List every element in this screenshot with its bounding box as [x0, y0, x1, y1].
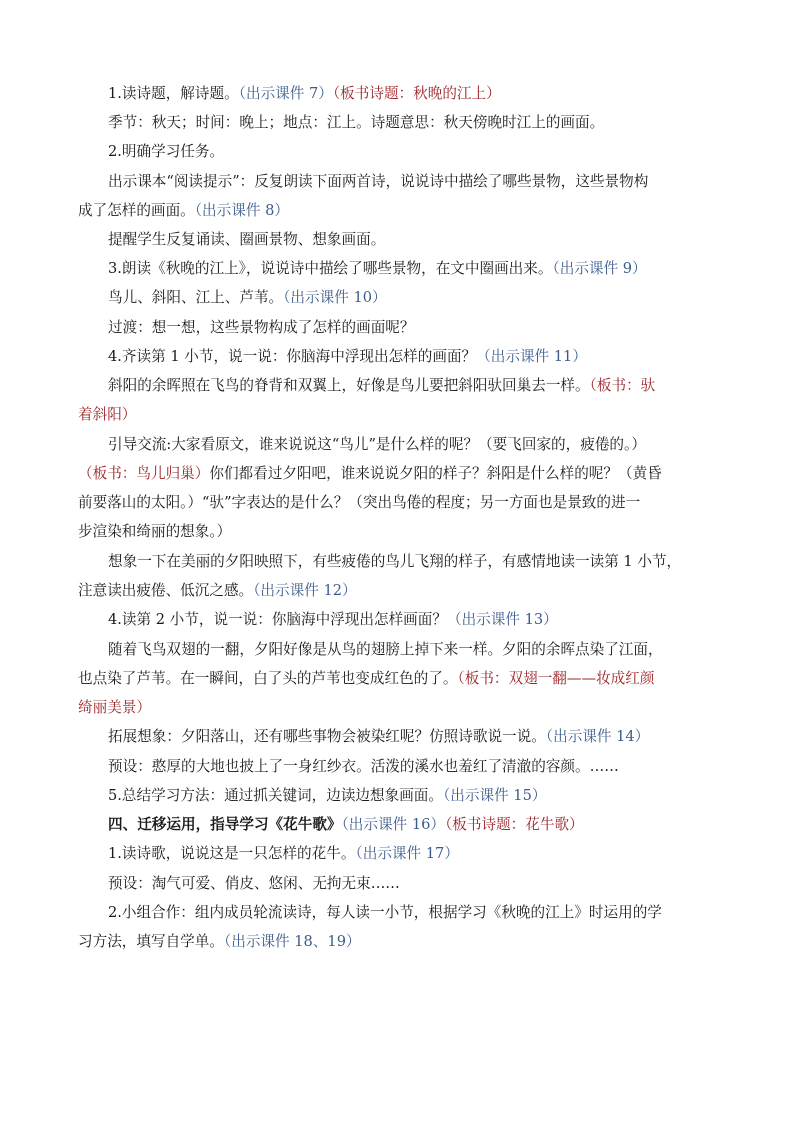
line-26 [108, 815, 584, 835]
courseware-note: （出示课件 8） [194, 202, 289, 219]
paragraph-text: 3.朗读《秋晚的江上》，说说诗中描绘了哪些景物，在文中圈画出来。 [108, 260, 553, 277]
section-heading: 四、迁移运用，指导学习《花牛歌》 [108, 816, 342, 833]
line-6: 提醒学生反复诵读、圈画景物、想象画面。 [108, 231, 386, 248]
line-28: 预设：淘气可爱、俏皮、悠闲、无拘无束…… [108, 875, 400, 892]
paragraph-text: 鸟儿、斜阳、江上、芦苇。 [108, 289, 284, 306]
line-21 [78, 669, 654, 689]
board-note: （板书：鸟儿归巢） [78, 465, 210, 482]
line-14 [78, 464, 662, 484]
line-17: 想象一下在美丽的夕阳映照下，有些疲倦的鸟儿飞翔的样子，有感情地读一读第 1 小节， [108, 553, 682, 570]
paragraph-text: 4.读第 2 小节，说一说：你脑海中浮现出怎样画面？ [108, 611, 447, 628]
step-read-title: 1.读诗题，解诗题。 [108, 85, 239, 102]
line-8 [108, 288, 387, 308]
line-25 [108, 786, 546, 806]
courseware-note: （出示课件 11） [476, 348, 587, 365]
paragraph-text: 你们都看过夕阳吧，谁来说说夕阳的样子？斜阳是什么样的呢？（黄昏 [209, 465, 662, 482]
line-4: 出示课本“阅读提示”：反复朗读下面两首诗，说说诗中描绘了哪些景物，这些景物构 [108, 173, 649, 190]
line-20: 随着飞鸟双翅的一翻，夕阳好像是从鸟的翅膀上掉下来一样。夕阳的余晖点染了江面， [108, 641, 663, 658]
courseware-note: （出示课件 14） [545, 728, 650, 745]
line-7 [108, 259, 647, 279]
line-11 [108, 376, 655, 396]
courseware-note: （出示课件 18、19） [223, 933, 361, 950]
courseware-note: （出示课件 12） [253, 582, 357, 599]
courseware-note: （出示课件 15） [443, 787, 547, 804]
paragraph-text: 斜阳的余晖照在飞鸟的脊背和双翼上，好像是鸟儿要把斜阳驮回巢去一样。 [108, 377, 590, 394]
line-30 [78, 932, 361, 952]
board-note: （板书诗题：秋晚的江上） [332, 85, 501, 102]
board-note: （板书：驮 [589, 377, 656, 394]
line-13: 引导交流:大家看原文，谁来说说这“鸟儿”是什么样的呢？（要飞回家的，疲倦的。） [108, 436, 646, 453]
line-12: 着斜阳） [78, 406, 137, 423]
line-23 [108, 727, 649, 747]
board-note: （板书：双翅一翻——妆成红颜 [457, 670, 655, 687]
line-2: 季节：秋天；时间：晚上；地点：江上。诗题意思：秋天傍晚时江上的画面。 [108, 114, 605, 131]
paragraph-text: 习方法，填写自学单。 [78, 933, 224, 950]
line-3: 2.明确学习任务。 [108, 143, 225, 160]
line-1 [108, 84, 501, 104]
line-19 [108, 610, 558, 630]
courseware-note: （出示课件 7） [238, 85, 333, 102]
line-16: 步渲染和绮丽的想象。） [78, 523, 232, 540]
paragraph-text: 4.齐读第 1 小节，说一说：你脑海中浮现出怎样的画面？ [108, 348, 477, 365]
line-27 [108, 844, 459, 864]
courseware-note: （出示课件 13） [446, 611, 558, 628]
paragraph-text: 拓展想象：夕阳落山，还有哪些事物会被染红呢？仿照诗歌说一说。 [108, 728, 546, 745]
paragraph-text: 也点染了芦苇。在一瞬间，白了头的芦苇也变成红色的了。 [78, 670, 458, 687]
courseware-note: （出示课件 16） [341, 816, 445, 833]
board-note: （板书诗题：花牛歌） [445, 816, 584, 833]
line-29: 2.小组合作：组内成员轮流读诗，每人读一小节，根据学习《秋晚的江上》时运用的学 [108, 904, 662, 921]
line-10 [108, 347, 587, 367]
line-24: 预设：憨厚的大地也披上了一身红纱衣。活泼的溪水也羞红了清澈的容颜。…… [108, 758, 619, 775]
paragraph-text: 5.总结学习方法：通过抓关键词，边读边想象画面。 [108, 787, 443, 804]
line-15: 前要落山的太阳。）“驮”字表达的是什么？（突出鸟倦的程度；另一方面也是景致的进一 [78, 494, 641, 511]
courseware-note: （出示课件 17） [355, 845, 459, 862]
courseware-note: （出示课件 10） [283, 289, 387, 306]
line-22: 绮丽美景） [78, 699, 151, 716]
paragraph-text: 1.读诗歌，说说这是一只怎样的花牛。 [108, 845, 356, 862]
line-5 [78, 201, 289, 221]
paragraph-text: 成了怎样的画面。 [78, 202, 195, 219]
courseware-note: （出示课件 9） [552, 260, 647, 277]
paragraph-text: 注意读出疲倦、低沉之感。 [78, 582, 254, 599]
line-18 [78, 581, 357, 601]
line-9: 过渡：想一想，这些景物构成了怎样的画面呢？ [108, 319, 415, 336]
